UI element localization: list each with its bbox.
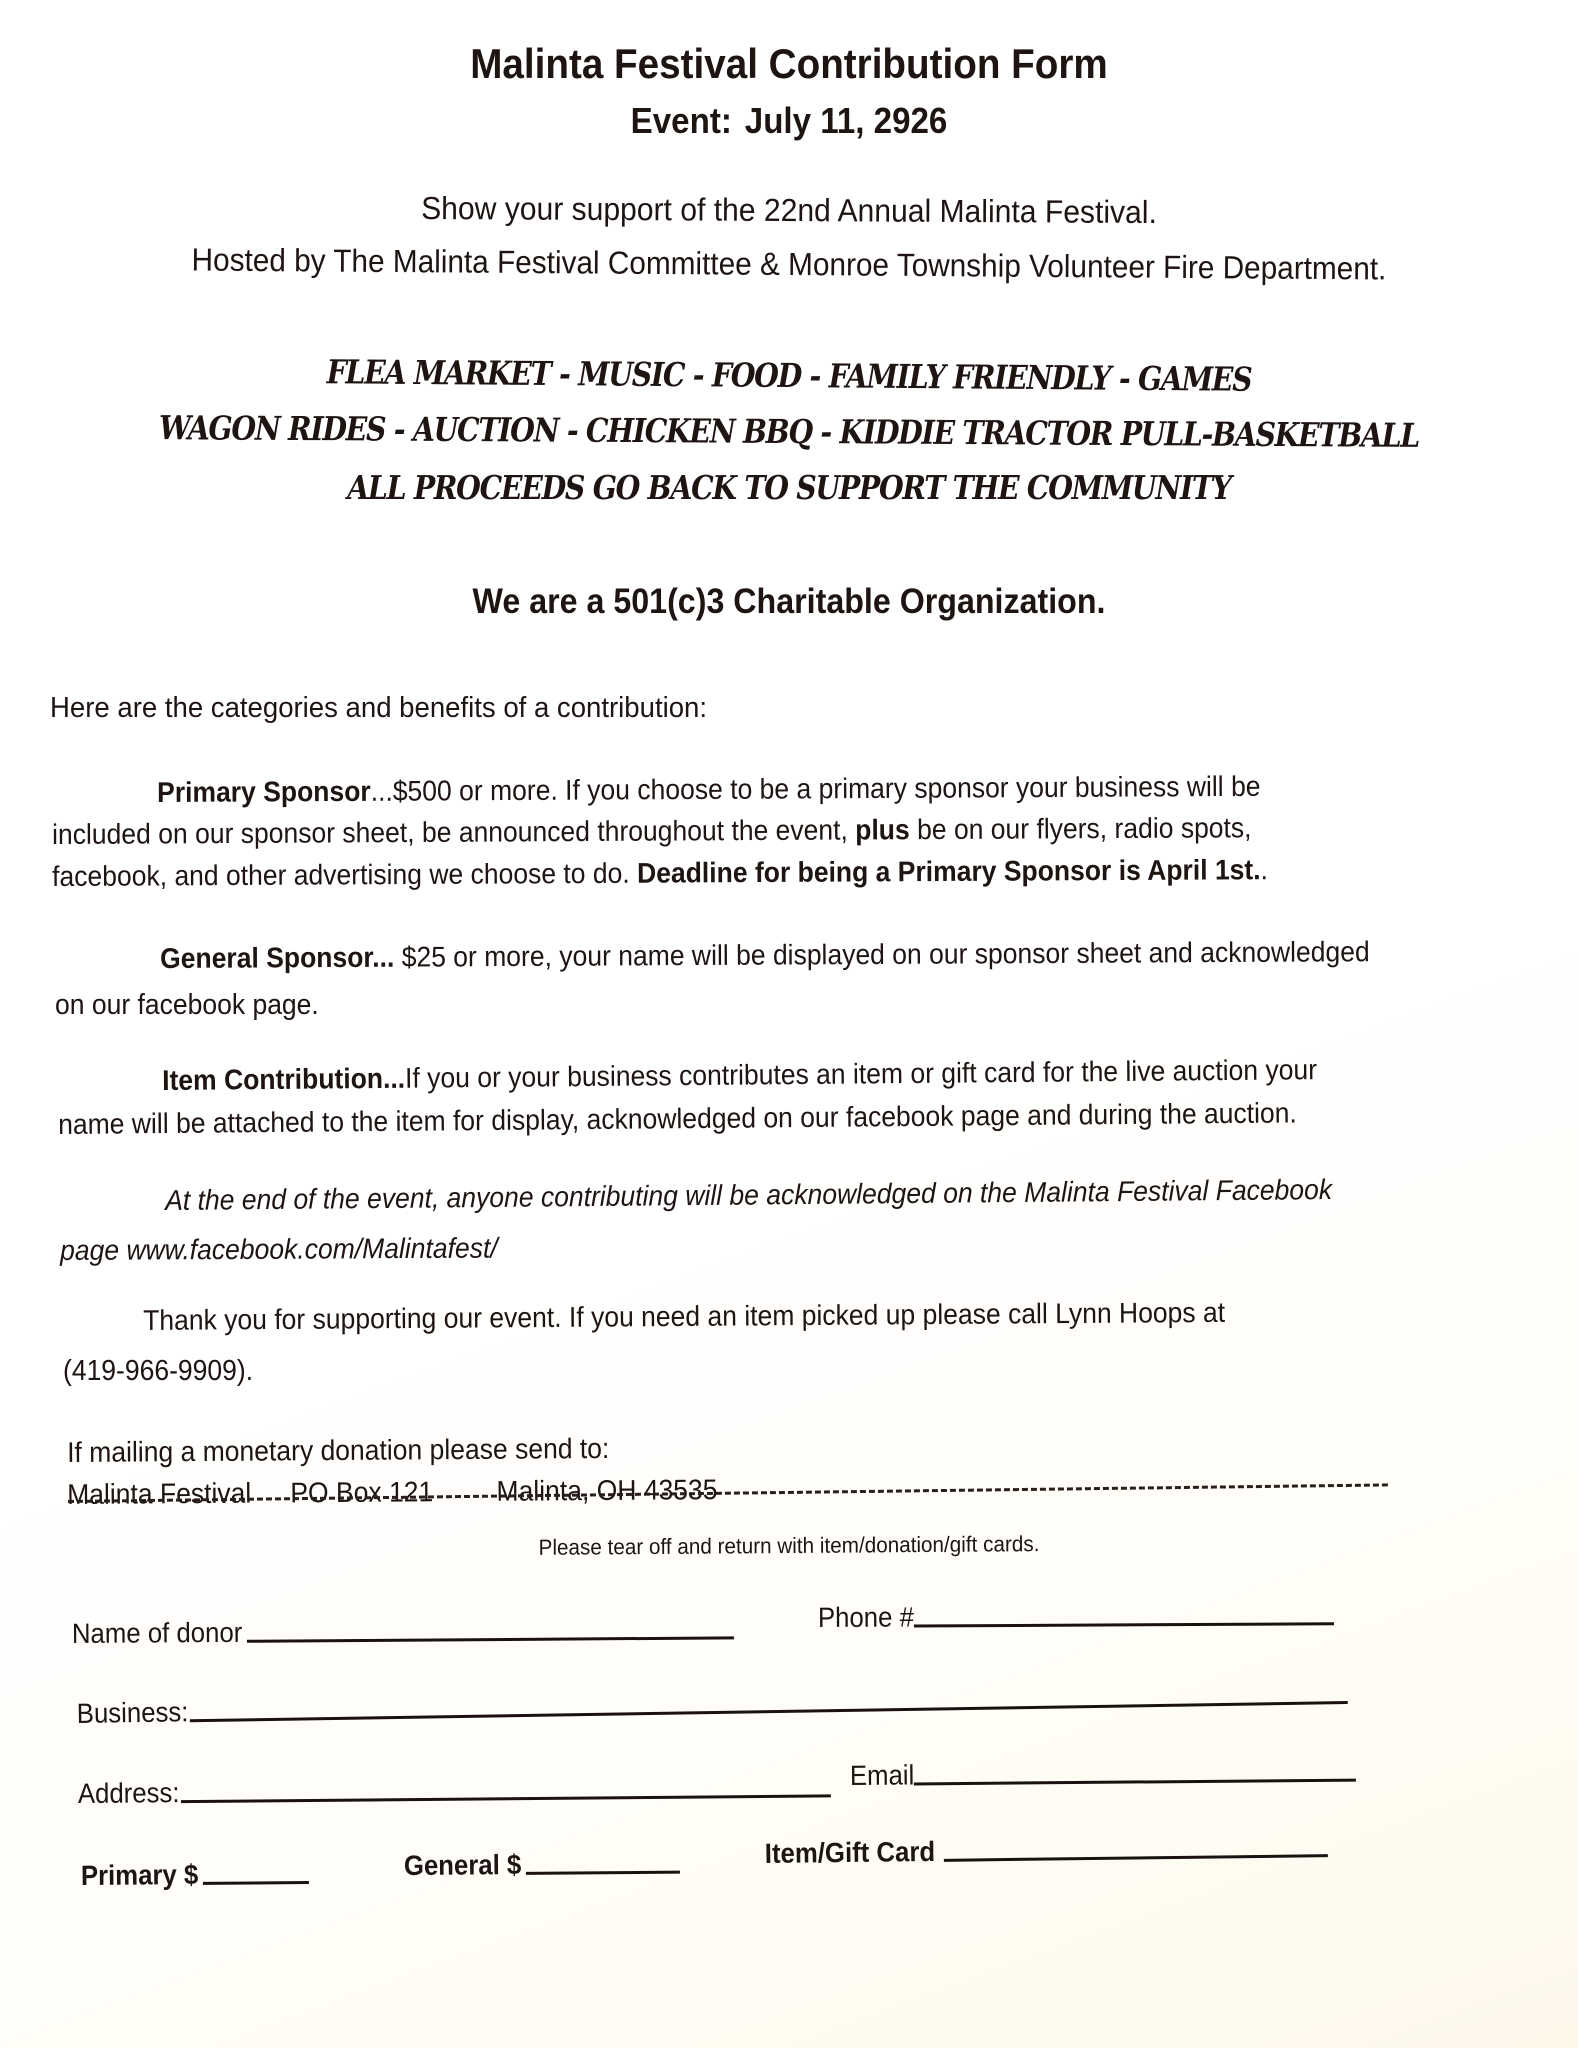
categories-intro: Here are the categories and benefits of a contribution: (50, 692, 708, 724)
activities-line-3: ALL PROCEEDS GO BACK TO SUPPORT THE COMMUNITY (347, 468, 1231, 507)
facebook-link[interactable]: www.facebook.com/Malintafest/ (126, 1232, 498, 1267)
acknowledgement-line-2 (60, 1228, 498, 1273)
item-gift-card-field[interactable] (765, 1831, 1328, 1870)
business-field[interactable] (76, 1678, 1348, 1730)
primary-text-b: be on our flyers, radio spots, (909, 812, 1252, 847)
charity-statement: We are a 501(c)3 Charitable Organization. (472, 582, 1106, 621)
contact-phone: (419-966-9909). (63, 1355, 254, 1387)
email-label: Email (849, 1759, 915, 1791)
general-amount-field[interactable] (404, 1848, 680, 1882)
item-contribution-line-2: name will be attached to the item for display, acknowledged on our facebook page and during the auction. (58, 1097, 1297, 1141)
mailing-intro: If mailing a monetary donation please send to: (67, 1432, 610, 1469)
thanks-line-1: Thank you for supporting our event. If you need an item picked up please call Lynn Hoops at (143, 1296, 1226, 1337)
general-sponsor-text: $25 or more, your name will be displayed on our sponsor sheet and acknowledged (394, 936, 1370, 974)
mailing-name: Malinta Festival (67, 1477, 252, 1511)
mailing-city: Malinta, OH 43535 (496, 1474, 718, 1508)
phone-label: Phone # (817, 1601, 914, 1633)
general-sponsor-line-1 (160, 931, 1370, 981)
activities-line-2: WAGON RIDES - AUCTION - CHICKEN BBQ - KIDDIE TRACTOR PULL-BASKETBALL (158, 408, 1420, 455)
general-sponsor-line-2: on our facebook page. (55, 989, 319, 1021)
primary-text-a: included on our sponsor sheet, be announced throughout the event, (52, 814, 856, 851)
item-gift-card-label: Item/Gift Card (764, 1835, 936, 1870)
event-label: Event: (630, 100, 732, 141)
form-title: Malinta Festival Contribution Form (470, 40, 1108, 87)
email-input-line[interactable] (914, 1779, 1356, 1786)
phone-input-line[interactable] (914, 1622, 1334, 1627)
address-input-line[interactable] (180, 1794, 830, 1803)
primary-amount-input-line[interactable] (203, 1881, 309, 1885)
address-label: Address: (77, 1777, 180, 1809)
business-label: Business: (76, 1696, 189, 1730)
primary-amount-label: Primary $ (80, 1858, 199, 1891)
acknowledgement-page-word: page (60, 1234, 127, 1267)
mailing-po-box: PO Box 121 (290, 1476, 434, 1510)
tear-off-note: Please tear off and return with item/donation/gift cards. (538, 1531, 1040, 1560)
item-contribution-heading: Item Contribution... (162, 1062, 406, 1097)
donor-name-label: Name of donor (71, 1616, 243, 1649)
event-line (63, 100, 1515, 142)
primary-end: . (1260, 854, 1269, 887)
acknowledgement-line-1: At the end of the event, anyone contributing will be acknowledged on the Malinta Festival Facebook (165, 1174, 1333, 1217)
primary-sponsor-heading: Primary Sponsor (157, 775, 371, 809)
general-amount-input-line[interactable] (526, 1871, 680, 1875)
activities-line-1: FLEA MARKET - MUSIC - FOOD - FAMILY FRIENDLY - GAMES (326, 352, 1252, 399)
donor-name-field[interactable] (72, 1613, 734, 1650)
phone-field[interactable] (818, 1599, 1334, 1634)
intro-line-1: Show your support of the 22nd Annual Malinta Festival. (421, 189, 1157, 231)
primary-sponsor-text: ...$500 or more. If you choose to be a primary sponsor your business will be (370, 770, 1261, 808)
item-gift-card-input-line[interactable] (944, 1854, 1328, 1862)
primary-deadline: Deadline for being a Primary Sponsor is April 1st. (636, 854, 1261, 890)
event-date: July 11, 2926 (744, 100, 948, 141)
primary-sponsor-line-3 (52, 849, 1268, 899)
intro-line-2: Hosted by The Malinta Festival Committee & Monroe Township Volunteer Fire Department. (191, 241, 1387, 287)
address-field[interactable] (78, 1771, 831, 1810)
general-sponsor-heading: General Sponsor... (160, 941, 395, 975)
item-contribution-text: If you or your business contributes an item or gift card for the live auction your (404, 1054, 1318, 1095)
email-field[interactable] (850, 1756, 1356, 1792)
primary-text-c: facebook, and other advertising we choose to do. (52, 857, 638, 893)
business-input-line[interactable] (190, 1701, 1348, 1722)
donor-name-input-line[interactable] (247, 1636, 734, 1642)
primary-plus: plus (855, 814, 910, 847)
primary-amount-field[interactable] (81, 1858, 309, 1892)
general-amount-label: General $ (403, 1848, 522, 1881)
